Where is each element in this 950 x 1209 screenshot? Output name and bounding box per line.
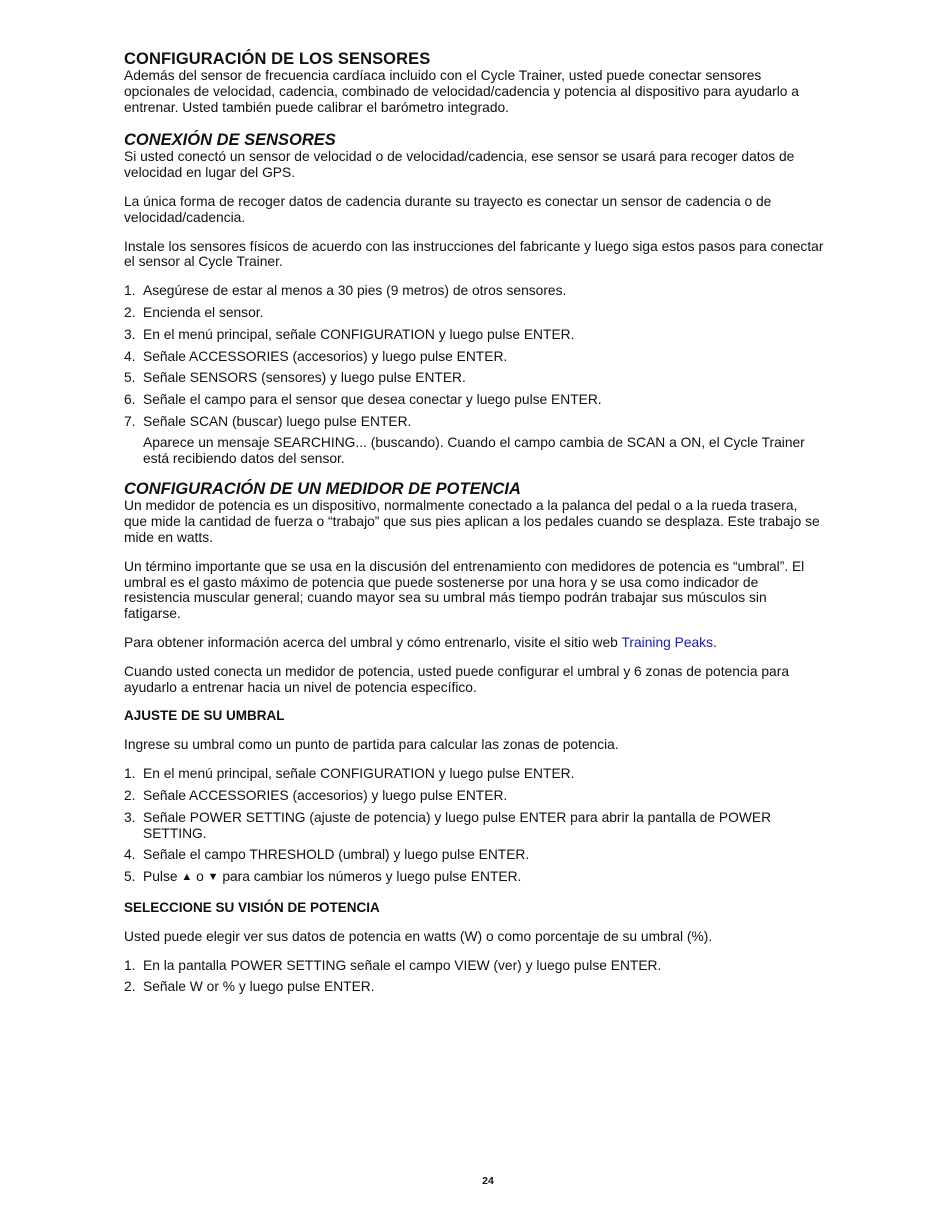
connect-paragraph-2: La única forma de recoger datos de cadencia durante su trayecto es conectar un sensor de cadencia o de velocidad/cadencia. (124, 193, 772, 225)
list-item: 1. En la pantalla POWER SETTING señale el campo VIEW (ver) y luego pulse ENTER. (124, 957, 662, 973)
section-title-power-meter: CONFIGURACIÓN DE UN MEDIDOR DE POTENCIA (124, 480, 521, 499)
list-item: 3. En el menú principal, señale CONFIGURATION y luego pulse ENTER. (124, 326, 575, 342)
power-paragraph-4: Cuando usted conecta un medidor de potencia, usted puede configurar el umbral y 6 zonas de potencia para ayudarlo a entrenar hacia un nivel de potencia específico. (124, 663, 789, 695)
list-item: 5. Pulse ▲ o ▼ para cambiar los números y luego pulse ENTER. (124, 869, 522, 885)
power-paragraph-2: Un término importante que se usa en la discusión del entrenamiento con medidores de potencia es “umbral”. El umbral es el gasto máximo de potencia que puede sostenerse por una hora y se usa como indicador de resistencia muscular general; cuando mayor sea su umbral más tiempo podrán trabajar sus músculos sin fatigarse. (124, 558, 805, 622)
connect-steps-list (124, 283, 824, 430)
up-arrow-icon: ▲ (181, 871, 193, 884)
connect-paragraph-3: Instale los sensores físicos de acuerdo con las instrucciones del fabricante y luego siga estos pasos para conectar el sensor al Cycle Trainer. (124, 238, 824, 270)
list-item: 1. Asegúrese de estar al menos a 30 pies (9 metros) de otros sensores. (124, 283, 567, 299)
list-item: 5. Señale SENSORS (sensores) y luego pulse ENTER. (124, 370, 466, 386)
subsection-title-power-view: SELECCIONE SU VISIÓN DE POTENCIA (124, 899, 380, 915)
list-item: 1. En el menú principal, señale CONFIGURATION y luego pulse ENTER. (124, 766, 575, 782)
power-paragraph-3: Para obtener información acerca del umbral y cómo entrenarlo, visite el sitio web Training Peaks. (124, 634, 717, 650)
power-view-intro: Usted puede elegir ver sus datos de potencia en watts (W) o como porcentaje de su umbral (%). (124, 928, 713, 944)
list-item: 7. Señale SCAN (buscar) luego pulse ENTER. (124, 413, 412, 429)
list-item: 6. Señale el campo para el sensor que desea conectar y luego pulse ENTER. (124, 392, 602, 408)
list-item: 4. Señale el campo THRESHOLD (umbral) y luego pulse ENTER. (124, 847, 530, 863)
section-title-sensors: CONFIGURACIÓN DE LOS SENSORES (124, 50, 431, 68)
down-arrow-icon: ▼ (207, 871, 219, 884)
power-view-steps-list (124, 958, 824, 996)
power-paragraph-1: Un medidor de potencia es un dispositivo, normalmente conectado a la palanca del pedal o a la rueda trasera, que mide la cantidad de fuerza o “trabajo” que sus pies aplican a los pedales cuando se desplaza. Este trabajo se mide en watts. (124, 498, 820, 545)
list-item: 2. Señale W or % y luego pulse ENTER. (124, 979, 375, 995)
list-item: 4. Señale ACCESSORIES (accesorios) y luego pulse ENTER. (124, 348, 508, 364)
threshold-steps-list (124, 766, 824, 887)
training-peaks-link[interactable]: Training Peaks (621, 634, 713, 650)
sensors-intro: Además del sensor de frecuencia cardíaca incluido con el Cycle Trainer, usted puede conectar sensores opcionales de velocidad, cadencia, combinado de velocidad/cadencia y potencia al dispositivo para ayudarlo a entrenar. Usted también puede calibrar el barómetro integrado. (124, 68, 799, 115)
list-item: 2. Encienda el sensor. (124, 304, 264, 320)
page-number: 24 (482, 1175, 494, 1187)
scan-step-note: Aparece un mensaje SEARCHING... (buscando). Cuando el campo cambia de SCAN a ON, el Cycle Trainer está recibiendo datos del sensor. (143, 434, 805, 466)
list-item: 2. Señale ACCESSORIES (accesorios) y luego pulse ENTER. (124, 787, 508, 803)
manual-page (124, 50, 824, 1001)
subsection-title-threshold: AJUSTE DE SU UMBRAL (124, 708, 285, 724)
threshold-intro: Ingrese su umbral como un punto de partida para calcular las zonas de potencia. (124, 737, 619, 753)
section-title-connect: CONEXIÓN DE SENSORES (124, 131, 336, 150)
connect-paragraph-1: Si usted conectó un sensor de velocidad o de velocidad/cadencia, ese sensor se usará para recoger datos de velocidad en lugar del GPS. (124, 149, 795, 181)
list-item: 3. Señale POWER SETTING (ajuste de potencia) y luego pulse ENTER para abrir la pantalla de POWER SETTING. (124, 809, 772, 841)
